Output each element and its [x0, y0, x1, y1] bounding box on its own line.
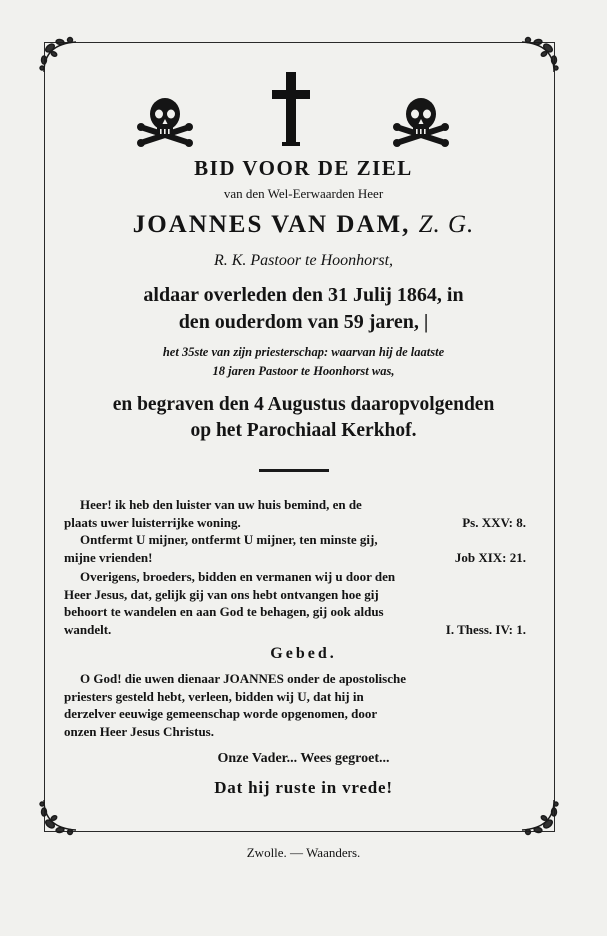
- burial-line-2: op het Parochiaal Kerkhof.: [190, 420, 417, 441]
- name-suffix: Z. G.: [418, 211, 475, 238]
- cross-icon: [270, 70, 312, 148]
- death-line: aldaar overleden den 31 Julij 1864, in: [143, 284, 464, 306]
- verse-reference: Job XIX: 21.: [454, 549, 526, 565]
- priesthood-line-1: het 35ste van zijn priesterschap: waarvan hij de laatste: [162, 345, 445, 359]
- floral-corner-icon: [516, 792, 562, 838]
- rest-in-peace: Dat hij ruste in vrede!: [214, 778, 393, 797]
- age-line: den ouderdom van 59 jaren, |: [178, 311, 429, 333]
- verse-line: plaats uwer luisterrijke woning.: [64, 514, 241, 530]
- verse-line: behoort te wandelen en aan God te behagen, gij ook aldus: [64, 604, 384, 619]
- verse-line: Ontfermt U mijner, ontfermt U mijner, ten minste gij,: [80, 532, 378, 547]
- name-text: JOANNES VAN DAM,: [132, 211, 411, 238]
- verse-reference: I. Thess. IV: 1.: [445, 621, 526, 637]
- prayer-line: onzen Heer Jesus Christus.: [64, 723, 214, 739]
- prayer-heading: Gebed.: [270, 645, 337, 662]
- verse-thessalonians: [64, 568, 526, 638]
- skull-crossbones-icon: [136, 94, 194, 150]
- floral-corner-icon: [36, 34, 82, 80]
- card-title: BID VOOR DE ZIEL: [194, 156, 413, 180]
- priesthood-line-2: 18 jaren Pastoor te Hoonhorst was,: [212, 364, 395, 378]
- divider-rule: [259, 469, 329, 472]
- verse-line: mijne vrienden!: [64, 549, 153, 565]
- verse-line: wandelt.: [64, 621, 112, 637]
- floral-corner-icon: [36, 792, 82, 838]
- printer-imprint: Zwolle. — Waanders.: [246, 845, 361, 860]
- position-line: R. K. Pastoor te Hoonhorst,: [213, 252, 394, 269]
- prayer-line: derzelver eeuwige gemeenschap worde opgenomen, door: [64, 706, 378, 721]
- skull-crossbones-icon: [392, 94, 450, 150]
- prayer-line: O God! die uwen dienaar JOANNES onder de apostolische: [80, 671, 407, 686]
- deceased-name: [60, 211, 547, 239]
- prayer-line: priesters gesteld hebt, verleen, bidden wij U, dat hij in: [64, 688, 364, 704]
- intro-line: van den Wel-Eerwaarden Heer: [223, 186, 384, 201]
- floral-corner-icon: [516, 34, 562, 80]
- prayer-text: [64, 670, 526, 740]
- verse-line: Heer! ik heb den luister van uw huis bemind, en de: [80, 497, 362, 512]
- verse-line: Overigens, broeders, bidden en vermanen wij u door den: [80, 569, 396, 584]
- verse-job: [64, 531, 526, 566]
- verse-reference: Ps. XXV: 8.: [462, 514, 526, 530]
- verse-psalm: [64, 496, 526, 531]
- closing-prayers: Onze Vader... Wees gegroet...: [217, 751, 390, 766]
- verse-line: Heer Jesus, dat, gelijk gij van ons hebt ontvangen hoe gij: [64, 586, 379, 602]
- burial-line-1: en begraven den 4 Augustus daaropvolgenden: [112, 394, 495, 415]
